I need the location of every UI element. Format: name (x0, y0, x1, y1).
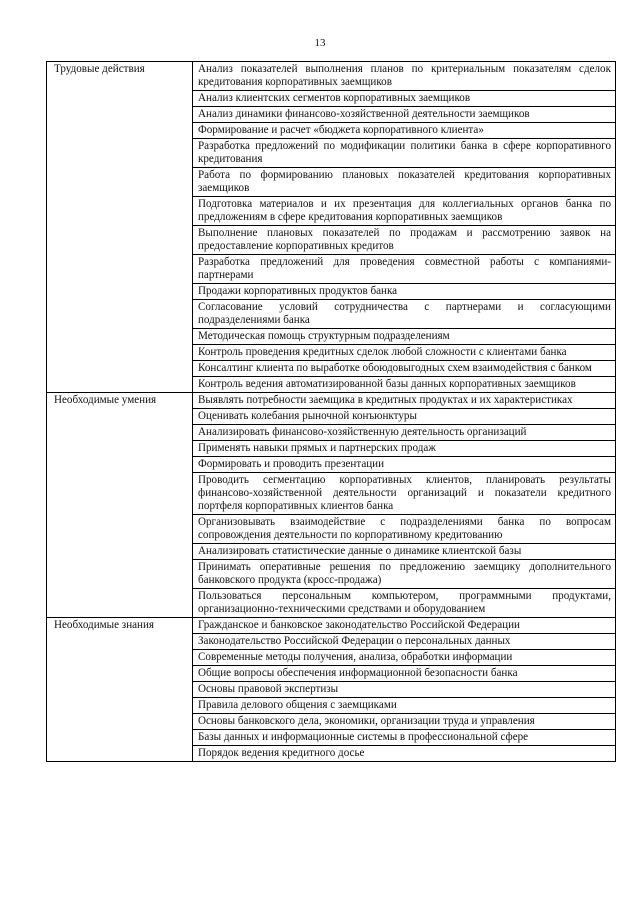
section-item: Гражданское и банковское законодательство Российской Федерации (193, 618, 616, 634)
table-row (47, 393, 616, 409)
section-item: Анализ динамики финансово-хозяйственной деятельности заемщиков (193, 107, 616, 123)
section-item: Основы банковского дела, экономики, организации труда и управления (193, 714, 616, 730)
section-item: Принимать оперативные решения по предложению заемщику дополнительного банковского продукта (кросс-продажа) (193, 560, 616, 589)
section-item: Организовывать взаимодействие с подразделениями банка по вопросам сопровождения деятельности по корпоративному кредитованию (193, 515, 616, 544)
section-item: Контроль ведения автоматизированной базы данных корпоративных заемщиков (193, 377, 616, 393)
section-item: Оценивать колебания рыночной конъюнктуры (193, 409, 616, 425)
section-item: Формировать и проводить презентации (193, 457, 616, 473)
section-item: Проводить сегментацию корпоративных клиентов, планировать результаты финансово-хозяйственной деятельности организаций и показатели кредитного портфеля корпоративных клиентов банка (193, 473, 616, 515)
section-item: Анализ показателей выполнения планов по критериальным показателям сделок кредитования корпоративных заемщиков (193, 62, 616, 91)
section-item: Основы правовой экспертизы (193, 682, 616, 698)
section-item: Формирование и расчет «бюджета корпоративного клиента» (193, 123, 616, 139)
section-item: Консалтинг клиента по выработке обоюдовыгодных схем взаимодействия с банком (193, 361, 616, 377)
section-item: Общие вопросы обеспечения информационной безопасности банка (193, 666, 616, 682)
section-item: Пользоваться персональным компьютером, программными продуктами, организационно-техническими средствами и оборудованием (193, 589, 616, 618)
requirements-table-body (47, 62, 616, 762)
section-item: Разработка предложений по модификации политики банка в сфере корпоративного кредитования (193, 139, 616, 168)
section-item: Методическая помощь структурным подразделениям (193, 329, 616, 345)
section-heading: Необходимые умения (47, 393, 193, 618)
section-item: Подготовка материалов и их презентация для коллегиальных органов банка по предложениям в сфере кредитования корпоративных заемщиков (193, 197, 616, 226)
section-item: Анализировать финансово-хозяйственную деятельность организаций (193, 425, 616, 441)
section-item: Контроль проведения кредитных сделок любой сложности с клиентами банка (193, 345, 616, 361)
section-item: Анализировать статистические данные о динамике клиентской базы (193, 544, 616, 560)
table-row (47, 618, 616, 634)
section-heading: Трудовые действия (47, 62, 193, 393)
section-item: Анализ клиентских сегментов корпоративных заемщиков (193, 91, 616, 107)
section-item: Современные методы получения, анализа, обработки информации (193, 650, 616, 666)
section-item: Законодательство Российской Федерации о персональных данных (193, 634, 616, 650)
section-item: Порядок ведения кредитного досье (193, 746, 616, 762)
section-item: Выявлять потребности заемщика в кредитных продуктах и их характеристиках (193, 393, 616, 409)
section-item: Правила делового общения с заемщиками (193, 698, 616, 714)
section-item: Продажи корпоративных продуктов банка (193, 284, 616, 300)
section-item: Применять навыки прямых и партнерских продаж (193, 441, 616, 457)
table-row (47, 62, 616, 91)
section-item: Согласование условий сотрудничества с партнерами и согласующими подразделениями банка (193, 300, 616, 329)
section-item: Базы данных и информационные системы в профессиональной сфере (193, 730, 616, 746)
page-number: 13 (314, 37, 326, 49)
section-heading: Необходимые знания (47, 618, 193, 762)
section-item: Работа по формированию плановых показателей кредитования корпоративных заемщиков (193, 168, 616, 197)
requirements-table (46, 61, 616, 762)
section-item: Разработка предложений для проведения совместной работы с компаниями-партнерами (193, 255, 616, 284)
section-item: Выполнение плановых показателей по продажам и рассмотрению заявок на предоставление корпоративных кредитов (193, 226, 616, 255)
